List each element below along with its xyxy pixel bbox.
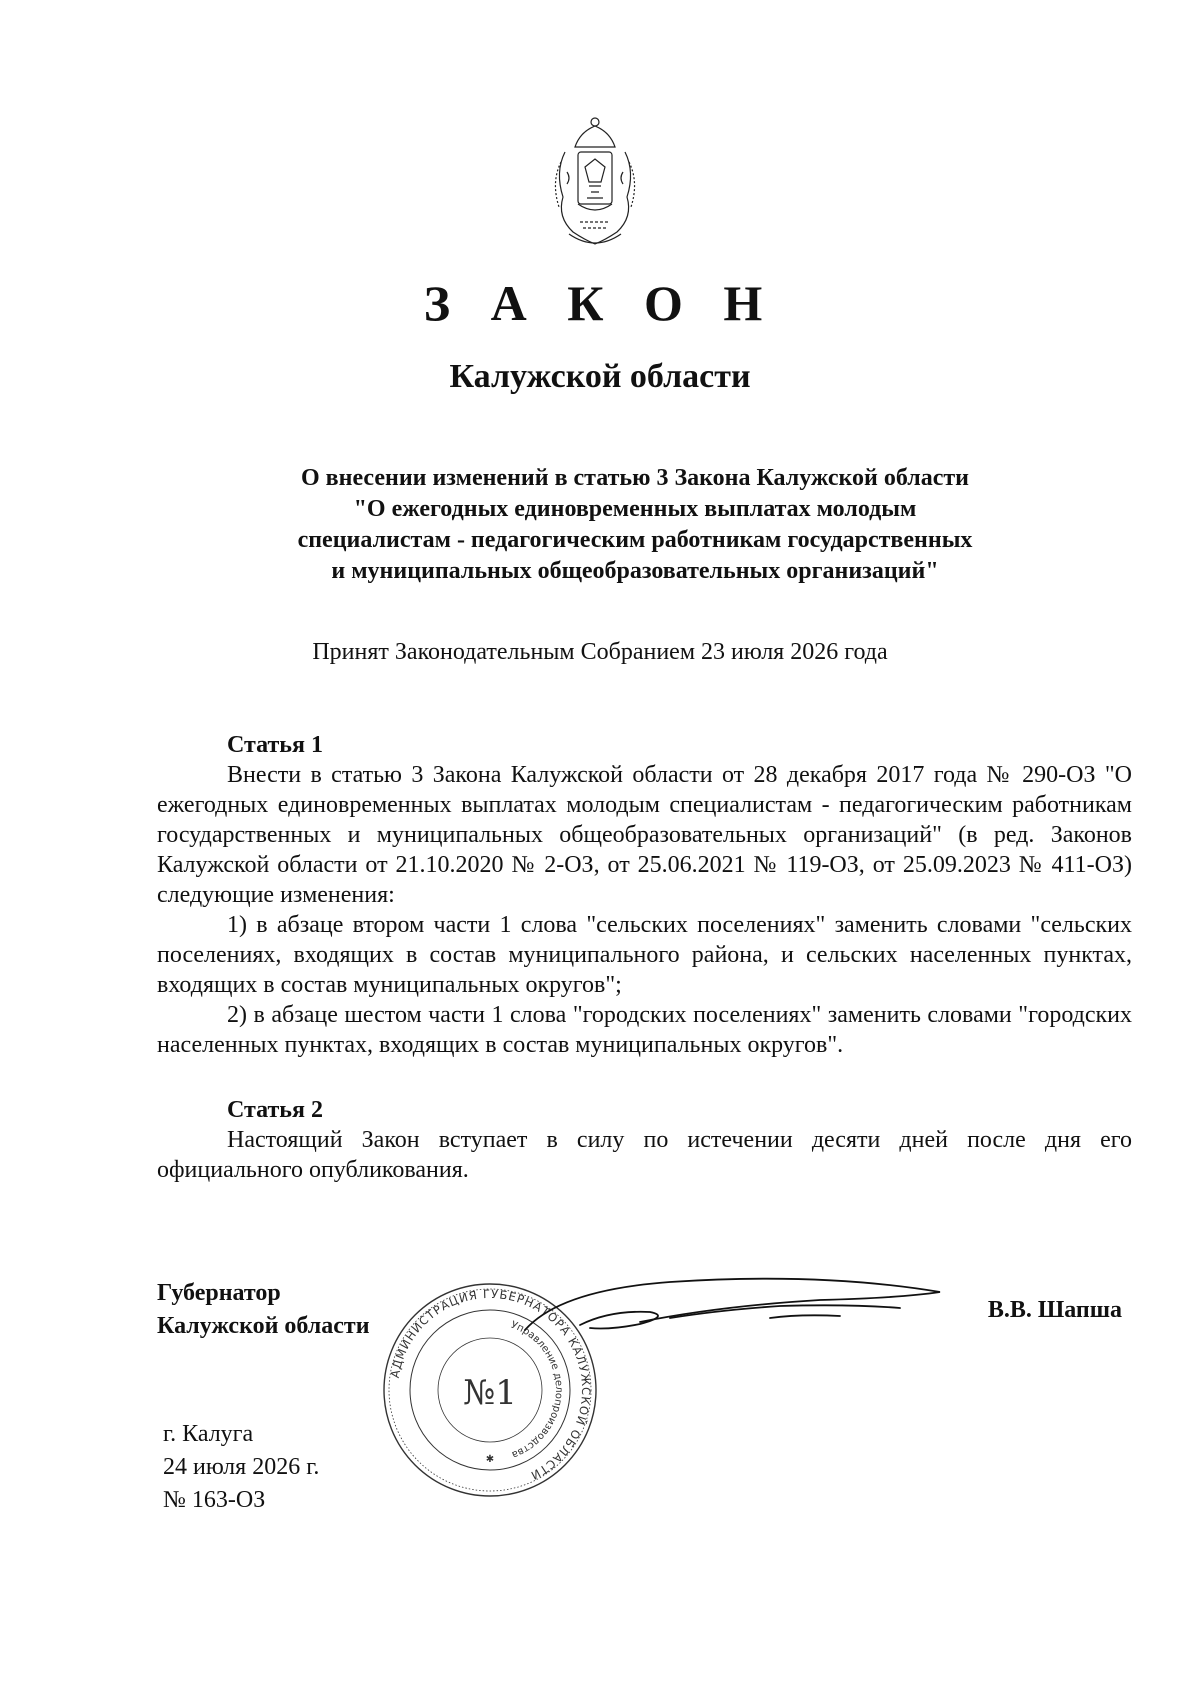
heading-line: и муниципальных общеобразовательных организаций": [331, 558, 939, 584]
article-1-title: Статья 1: [227, 732, 323, 758]
stamp-inner-text: Управление делопроизводства: [509, 1319, 565, 1461]
position-line: Губернатор: [157, 1280, 281, 1306]
article-2-paragraph: Настоящий Закон вступает в силу по истечении десяти дней после дня его официального опубликования.: [157, 1127, 1132, 1183]
article-1: [157, 730, 1132, 1060]
article-2-title: Статья 2: [227, 1097, 323, 1123]
adoption-line: Принят Законодательным Собранием 23 июля 2026 года: [312, 639, 888, 665]
stamp-star-icon: ✱: [485, 1454, 495, 1465]
heading-line: специалистам - педагогическим работникам государственных: [297, 527, 973, 553]
position-line: Калужской области: [157, 1313, 370, 1339]
issue-details: [163, 1418, 319, 1517]
article-1-paragraph: 1) в абзаце втором части 1 слова "сельских поселениях" заменить словами "сельских поселениях, входящих в состав муниципального района, и сельских населенных пунктах, входящих в состав муниципальных округов";: [157, 912, 1132, 998]
article-2: [157, 1095, 1132, 1185]
document-heading: [250, 463, 1020, 587]
document-subtitle: Калужской области: [449, 358, 751, 395]
heading-line: "О ежегодных единовременных выплатах молодым: [353, 496, 917, 522]
article-1-paragraph: Внести в статью 3 Закона Калужской области от 28 декабря 2017 года № 290-ОЗ "О ежегодных единовременных выплатах молодым специалистам - педагогическим работникам государственных и муниципальных общеобразовательных организаций" (в ред. Законов Калужской области от 21.10.2020 № 2-ОЗ, от 25.06.2021 № 119-ОЗ, от 25.09.2023 № 411-ОЗ) следующие изменения:: [157, 762, 1132, 908]
article-1-paragraph: 2) в абзаце шестом части 1 слова "городских поселениях" заменить словами "городских населенных пунктах, входящих в состав муниципальных округов".: [157, 1002, 1132, 1058]
issue-date: 24 июля 2026 г.: [163, 1454, 320, 1480]
issue-city: г. Калуга: [163, 1421, 254, 1447]
handwritten-signature: [520, 1270, 950, 1350]
coat-of-arms-icon: [545, 112, 645, 257]
document-title: З А К О Н: [423, 275, 777, 331]
heading-line: О внесении изменений в статью 3 Закона Калужской области: [300, 465, 970, 491]
stamp-outer-text: АДМИНИСТРАЦИЯ ГУБЕРНАТОРА КАЛУЖСКОЙ ОБЛАСТИ: [387, 1286, 594, 1484]
law-number: № 163-ОЗ: [163, 1487, 266, 1513]
signatory-name: В.В. Шапша: [987, 1297, 1122, 1323]
stamp-number: №1: [463, 1373, 517, 1413]
signatory-position: [157, 1277, 370, 1343]
